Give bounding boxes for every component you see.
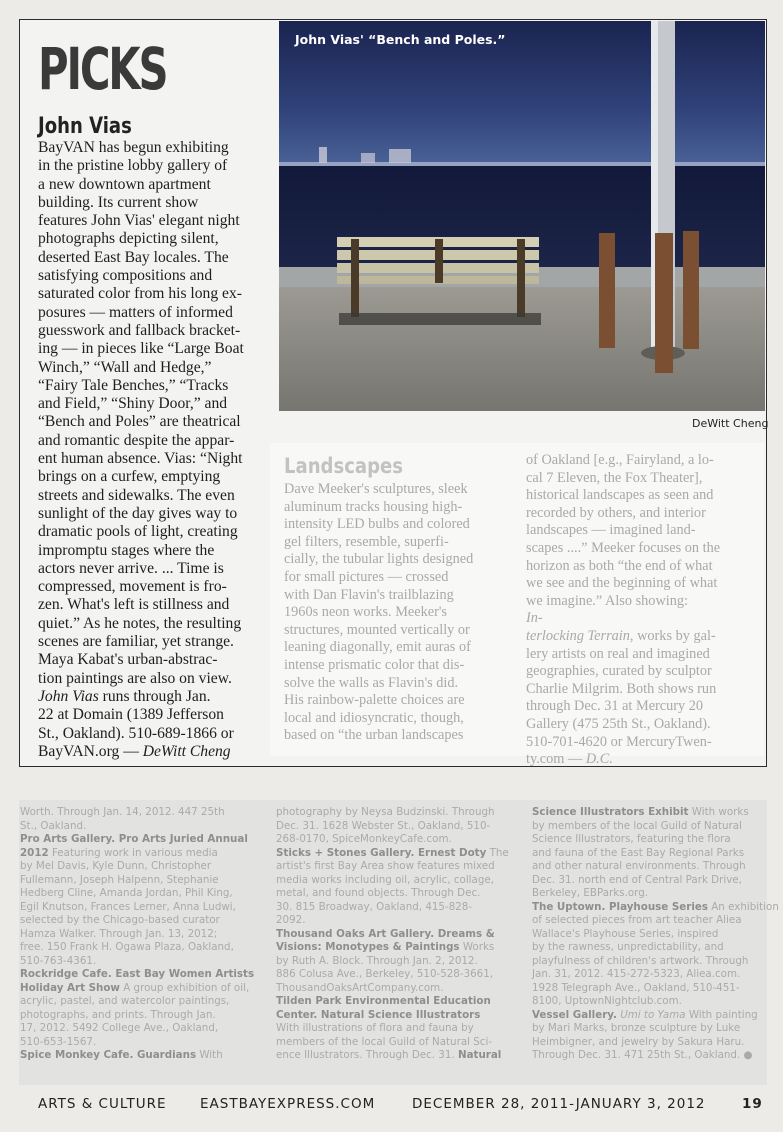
landscapes-line-12: solve the walls as Flavin's did. xyxy=(284,674,459,691)
listing-line: and fauna of the East Bay Regional Parks xyxy=(532,846,745,859)
listing-line: 268-0170, SpiceMonkeyCafe.com. xyxy=(276,833,452,845)
listing-line: by Mel Davis, Kyle Dunn, Christopher xyxy=(20,860,212,872)
body-line-14: “Fairy Tale Benches,” “Tracks xyxy=(38,376,229,394)
body-line-25: compressed, movement is fro- xyxy=(38,578,227,596)
listing-line: Dec. 31. north end of Central Park Drive, xyxy=(532,873,742,886)
listing-line: Science Illustrators Exhibit With works xyxy=(532,806,749,818)
italic-show-a: In- xyxy=(526,610,543,627)
listing-line: metal, and found objects. Through Dec. xyxy=(276,887,481,899)
body-line-10: posures — matters of informed xyxy=(38,303,233,321)
article-title: John Vias xyxy=(38,114,132,139)
listing-line: ThousandOaksArtCompany.com. xyxy=(276,981,444,994)
landscapes-line-6: for small pictures — crossed xyxy=(284,568,449,585)
listing-line: selected by the Chicago-based curator xyxy=(20,914,220,926)
listing-line: Through Dec. 31. 471 25th St., Oakland. ● xyxy=(532,1049,753,1061)
listing-line: by members of the local Guild of Natural xyxy=(532,819,742,832)
page-footer xyxy=(0,1092,783,1120)
listings-col2 xyxy=(276,806,509,1063)
listing-line: by the rawness, unpredictability, and xyxy=(532,941,724,953)
listing-line: Tilden Park Environmental Education xyxy=(276,995,491,1007)
body-line-28: scenes are familiar, yet strange. xyxy=(38,633,234,651)
listing-line: 510-653-1567. xyxy=(20,1035,97,1048)
listing-line: members of the local Guild of Natural Sci- xyxy=(276,1035,493,1048)
body-line-4: building. Its current show xyxy=(38,193,199,211)
listing-line: Hamza Walker. Through Jan. 13, 2012; xyxy=(20,927,218,940)
landscapes-col2-italic-line2 xyxy=(526,628,720,646)
landscapes-col2b-line-5: Gallery (475 25th St., Oakland). xyxy=(526,715,711,732)
landscapes-line-11: intense prismatic color that dis- xyxy=(284,656,465,673)
listing-line: Hedberg Cline, Amanda Jordan, Phil King, xyxy=(20,887,233,899)
listing-line: Heimbigner, and jewelry by Sakura Haru. xyxy=(532,1035,745,1048)
listing-line: 2012 Featuring work in various media xyxy=(20,846,218,859)
listing-line: Jan. 31, 2012. 415-272-5323, Aliea.com. xyxy=(532,968,741,980)
listing-line: 2092. xyxy=(276,914,306,926)
landscapes-col2b-line-6: 510-701-4620 or MercuryTwen- xyxy=(526,733,712,750)
listing-line: 886 Colusa Ave., Berkeley, 510-528-3661, xyxy=(276,968,494,980)
listing-line: by Ruth A. Block. Through Jan. 2, 2012. xyxy=(276,954,478,967)
listing-line: Fullemann, Joseph Halpenn, Stephanie xyxy=(20,873,219,886)
body-line-20: streets and sidewalks. The even xyxy=(38,486,235,504)
listing-line: Visions: Monotypes & Paintings Works xyxy=(276,941,495,953)
body-line-7: deserted East Bay locales. The xyxy=(38,248,229,266)
listing-line: Holiday Art Show A group exhibition of oil, xyxy=(20,981,250,994)
photo-credit: DeWitt Cheng xyxy=(692,417,769,430)
photo-caption: John Vias' “Bench and Poles.” xyxy=(295,32,506,47)
body-line-8: satisfying compositions and xyxy=(38,267,213,285)
landscapes-line-14: local and idiosyncratic, though, xyxy=(284,709,464,726)
body-line-16: “Bench and Poles” are theatrical xyxy=(38,413,241,431)
listing-line: media works including oil, acrylic, collage, xyxy=(276,873,494,886)
footer-page-number: 19 xyxy=(742,1096,763,1112)
body-line-30: tion paintings are also on view. xyxy=(38,669,232,687)
landscapes-line-8: 1960s neon works. Meeker's xyxy=(284,604,447,621)
landscapes-line-10: leaning diagonally, emit auras of xyxy=(284,639,471,656)
listing-line: Spice Monkey Cafe. Guardians With xyxy=(20,1049,223,1061)
feature-photo xyxy=(279,21,765,411)
landscapes-line-13: His rainbow-palette choices are xyxy=(284,692,465,709)
listings-col1 xyxy=(20,806,254,1063)
body-line-19: brings on a curfew, emptying xyxy=(38,468,221,486)
landscapes-heading: Landscapes xyxy=(284,454,404,478)
landscapes-col2-lines-b xyxy=(526,646,720,752)
tail-url: BayVAN.org — xyxy=(38,742,143,760)
article-tail-line3: St., Oakland). 510-689-1866 or xyxy=(38,724,234,742)
body-line-12: ing — in pieces like “Large Boat xyxy=(38,340,244,358)
listing-line: of selected pieces from art teacher Aliea xyxy=(532,914,742,926)
section-kicker: PICKS xyxy=(38,35,167,103)
landscapes-line-7: with Dan Flavin's trailblazing xyxy=(284,586,454,603)
listing-line: The Uptown. Playhouse Series An exhibition xyxy=(532,900,779,913)
italic-title: John Vias xyxy=(38,687,99,705)
body-line-5: features John Vias' elegant night xyxy=(38,212,240,230)
article-byline: DeWitt Cheng xyxy=(142,742,231,760)
listing-line: 510-763-4361. xyxy=(20,954,97,967)
article-tail-line2: 22 at Domain (1389 Jefferson xyxy=(38,706,224,724)
listing-line: 30. 815 Broadway, Oakland, 415-828- xyxy=(276,900,473,913)
landscapes-col2-line-6: scapes ....” Meeker focuses on the xyxy=(526,539,721,556)
italic-show-b: terlocking Terrain xyxy=(526,627,630,644)
listing-line: With illustrations of flora and fauna by xyxy=(276,1022,474,1034)
landscapes-col2-line-2: cal 7 Eleven, the Fox Theater], xyxy=(526,469,703,486)
body-line-13: Winch,” “Wall and Hedge,” xyxy=(38,358,212,376)
listing-line: Vessel Gallery. Umi to Yama With painting xyxy=(532,1008,758,1021)
body-line-21: sunlight of the day gives way to xyxy=(38,504,238,522)
listing-line: playfulness of children's artwork. Through xyxy=(532,954,749,967)
body-line-24: actors never arrive. ... Time is xyxy=(38,559,224,577)
article-body xyxy=(38,139,274,761)
listing-line: Worth. Through Jan. 14, 2012. 447 25th xyxy=(20,806,225,818)
listing-line: Science Illustrators, featuring the flora xyxy=(532,833,731,845)
listing-line: ence Illustrators. Through Dec. 31. Natural xyxy=(276,1049,502,1061)
body-line-17: and romantic despite the appar- xyxy=(38,431,235,449)
body-line-29: Maya Kabat's urban-abstrac- xyxy=(38,651,218,669)
listing-line: by Mari Marks, bronze sculpture by Luke xyxy=(532,1022,741,1034)
landscapes-line-15: based on “the urban landscapes xyxy=(284,727,464,744)
body-line-26: zen. What's left is stillness and xyxy=(38,596,230,614)
article-body-lines xyxy=(38,139,274,688)
landscapes-col2-line-9: we imagine.” Also showing: xyxy=(526,592,689,609)
body-line-9: saturated color from his long ex- xyxy=(38,285,242,303)
listing-line: artist's first Bay Area show features mixed xyxy=(276,860,495,872)
footer-dates: DECEMBER 28, 2011-JANUARY 3, 2012 xyxy=(412,1096,706,1112)
listing-line: Dec. 31. 1628 Webster St., Oakland, 510- xyxy=(276,819,491,832)
article-tail-line4 xyxy=(38,743,274,761)
listing-line: photography by Neysa Budzinski. Through xyxy=(276,806,495,818)
landscapes-col2b-line-1: lery artists on real and imagined xyxy=(526,645,710,662)
landscapes-col2-line-5: landscapes — imagined land- xyxy=(526,522,696,539)
listing-line: Rockridge Cafe. East Bay Women Artists xyxy=(20,968,255,980)
listing-line: acrylic, pastel, and watercolor paintings, xyxy=(20,995,230,1007)
landscapes-col2 xyxy=(526,452,720,769)
landscapes-col2b-line-3: Charlie Milgrim. Both shows run xyxy=(526,680,717,697)
listing-line: 1928 Telegraph Ave., Oakland, 510-451- xyxy=(532,981,740,994)
listing-line: 8100, UptownNightclub.com. xyxy=(532,995,682,1007)
landscapes-col2-line-4: recorded by others, and interior xyxy=(526,504,706,521)
landscapes-col1-lines xyxy=(284,481,473,745)
body-line-1: BayVAN has begun exhibiting xyxy=(38,139,229,156)
listings-col3 xyxy=(532,806,779,1063)
landscapes-col2-italic-line xyxy=(526,610,720,628)
bench-and-poles-image xyxy=(279,21,765,411)
landscapes-line-3: intensity LED bulbs and colored xyxy=(284,516,470,533)
body-line-15: and Field,” “Shiny Door,” and xyxy=(38,395,228,413)
body-line-18: ent human absence. Vias: “Night xyxy=(38,450,243,468)
landscapes-col2-line-7: horizon as both “the end of what xyxy=(526,557,713,574)
landscapes-initials: D.C. xyxy=(585,751,613,768)
body-line-27: quiet.” As he notes, the resulting xyxy=(38,614,242,632)
footer-site: EASTBAYEXPRESS.COM xyxy=(200,1096,376,1112)
listing-line: Berkeley, EBParks.org. xyxy=(532,887,649,899)
landscapes-last-line xyxy=(526,751,720,769)
listing-line: Wallace's Playhouse Series, inspired xyxy=(532,927,719,940)
landscapes-line-9: structures, mounted vertically or xyxy=(284,621,470,638)
last-line-text: ty.com — xyxy=(526,751,586,768)
article-tail-line1 xyxy=(38,688,274,706)
listing-line: Pro Arts Gallery. Pro Arts Juried Annual xyxy=(20,833,248,845)
listing-line: St., Oakland. xyxy=(20,819,87,832)
listing-line: Thousand Oaks Art Gallery. Dreams & xyxy=(276,927,495,940)
tail-text: runs through Jan. xyxy=(98,687,211,705)
body-line-11: guesswork and fallback bracket- xyxy=(38,321,241,339)
after-italic-text: , works by gal- xyxy=(629,627,716,644)
listing-line: Sticks + Stones Gallery. Ernest Doty The xyxy=(276,846,509,859)
listing-line: Center. Natural Science Illustrators xyxy=(276,1008,481,1021)
body-line-3: a new downtown apartment xyxy=(38,175,211,193)
landscapes-col2-line-1: of Oakland [e.g., Fairyland, a lo- xyxy=(526,452,714,468)
landscapes-col2-lines-a xyxy=(526,452,720,610)
listing-line: 17, 2012. 5492 College Ave., Oakland, xyxy=(20,1022,219,1034)
landscapes-line-2: aluminum tracks housing high- xyxy=(284,498,463,515)
landscapes-line-4: gel filters, resemble, superfi- xyxy=(284,533,449,550)
listing-line: free. 150 Frank H. Ogawa Plaza, Oakland, xyxy=(20,941,234,953)
landscapes-line-1: Dave Meeker's sculptures, sleek xyxy=(284,481,468,497)
landscapes-line-5: cially, the tubular lights designed xyxy=(284,551,474,568)
body-line-23: impromptu stages where the xyxy=(38,541,215,559)
body-line-6: photographs depicting silent, xyxy=(38,230,219,248)
landscapes-col2-line-3: historical landscapes as seen and xyxy=(526,487,714,504)
listing-line: and other natural environments. Through xyxy=(532,860,746,872)
landscapes-col2b-line-2: geographies, curated by sculptor xyxy=(526,663,712,680)
landscapes-col2-line-8: we see and the beginning of what xyxy=(526,575,718,592)
listing-line: Egil Knutson, Frances Lerner, Anna Ludwi, xyxy=(20,900,236,913)
body-line-2: in the pristine lobby gallery of xyxy=(38,157,228,175)
footer-section: ARTS & CULTURE xyxy=(38,1096,167,1112)
body-line-22: dramatic pools of light, creating xyxy=(38,523,238,541)
listing-line: photographs, and prints. Through Jan. xyxy=(20,1008,216,1021)
landscapes-col2b-line-4: through Dec. 31 at Mercury 20 xyxy=(526,698,704,715)
landscapes-col1 xyxy=(284,481,473,745)
